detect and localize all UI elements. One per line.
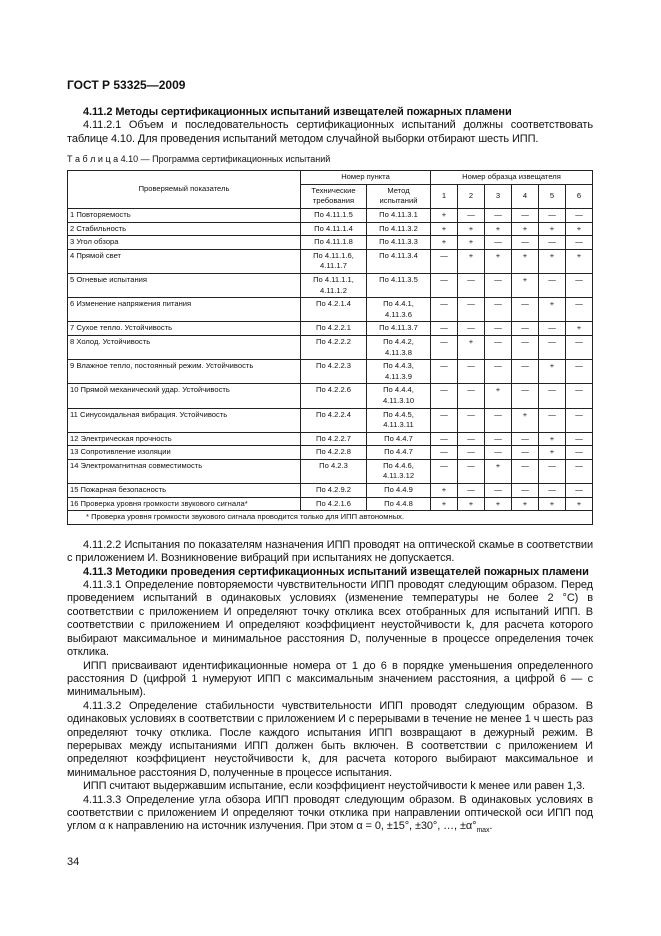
sample-mark-cell: — (512, 446, 539, 460)
tech-requirements-cell: По 4.2.9.2 (301, 484, 367, 498)
test-method-cell: По 4.11.3.4 (367, 249, 431, 273)
sample-mark-cell: — (458, 432, 485, 446)
test-method-cell: По 4.4.4, 4.11.3.10 (367, 384, 431, 408)
indicator-cell: 2 Стабильность (68, 222, 301, 236)
test-method-cell: По 4.11.3.2 (367, 222, 431, 236)
body-text (67, 539, 593, 838)
sample-mark-cell: — (458, 360, 485, 384)
sample-mark-cell: — (539, 322, 566, 336)
sample-mark-cell: + (485, 222, 512, 236)
indicator-cell: 13 Сопротивление изоляции (68, 446, 301, 460)
paragraph: ИПП считают выдержавшим испытание, если коэффициент неустойчивости k менее или равен 1,3. (83, 780, 585, 793)
sample-mark-cell: + (539, 222, 566, 236)
header-sample-number: 5 (539, 184, 566, 208)
header-indicator: Проверяемый показатель (68, 171, 301, 209)
sample-mark-cell: + (458, 222, 485, 236)
sample-mark-cell: — (431, 384, 458, 408)
tech-requirements-cell: По 4.2.1.4 (301, 298, 367, 322)
sample-mark-cell: — (458, 384, 485, 408)
sample-mark-cell: — (485, 209, 512, 223)
sample-mark-cell: — (512, 484, 539, 498)
paragraph: 4.11.3.2 Определение стабильности чувствительности ИПП проводят следующим образом. В одинаковых условиях в соответствии с приложением И с перерывами в течение не менее 1 ч шесть раз определяют точку отклика. После каждого испытания ИПП возвращают в дежурный режим. В перерывах между испытаниями ИПП должен быть включен. В соответствии с приложением И определяют коэффициент неустойчивости k, для расчета которого выбирают максимальное и минимальное расстояния D, полученные в процессе испытания. (67, 699, 593, 779)
subscript: max (476, 827, 490, 835)
table-row (68, 384, 593, 408)
tech-requirements-cell: По 4.2.2.6 (301, 384, 367, 408)
indicator-cell: 14 Электромагнитная совместимость (68, 459, 301, 483)
table-row (68, 446, 593, 460)
test-method-cell: По 4.4.7 (367, 446, 431, 460)
sample-mark-cell: + (566, 222, 593, 236)
sample-mark-cell: — (431, 322, 458, 336)
table-row (68, 484, 593, 498)
sample-mark-cell: — (539, 273, 566, 297)
paragraph-text: 4.11.3.3 Определение угла обзора ИПП проводят следующим образом. В одинаковых условиях в соответствии с приложением И определяют точки отклика при направлении оптической оси ИПП под углом α к направлению на источник излучения. При этом α = 0, ±15°, ±30°, …, ±α° (67, 793, 593, 833)
table-row (68, 408, 593, 432)
sample-mark-cell: + (566, 249, 593, 273)
sample-mark-cell: — (431, 249, 458, 273)
tech-requirements-cell: По 4.2.2.3 (301, 360, 367, 384)
paragraph: 4.11.3.1 Определение повторяемости чувствительности ИПП проводят следующим образом. Перед проведением испытаний в одинаковых условиях (изменение температуры не более 2 °С) в соответствии с приложением И определяют точку отклика всех отобранных для испытаний ИПП. В соответствии с приложением И определяют коэффициент неустойчивости k, для расчета которого выбирают максимальное и минимальное расстояния D, полученные в процессе определения точек отклика. (67, 579, 593, 659)
sample-mark-cell: — (458, 298, 485, 322)
paragraph (67, 794, 593, 838)
sample-mark-cell: + (539, 432, 566, 446)
paragraph-end: . (489, 820, 493, 833)
paragraph: 4.11.2.2 Испытания по показателям назначения ИПП проводят на оптической скамье в соответствии с приложением И. Возникновение вибраций при испытаниях не допускается. (67, 538, 593, 565)
sample-mark-cell: + (539, 298, 566, 322)
tech-requirements-cell: По 4.11.1.4 (301, 222, 367, 236)
sample-mark-cell: — (566, 446, 593, 460)
sample-mark-cell: — (485, 236, 512, 250)
sample-mark-cell: — (539, 209, 566, 223)
sample-mark-cell: — (458, 322, 485, 336)
sample-mark-cell: + (512, 222, 539, 236)
indicator-cell: 16 Проверка уровня громкости звукового сигнала* (68, 497, 301, 511)
indicator-cell: 3 Угол обзора (68, 236, 301, 250)
sample-mark-cell: + (431, 484, 458, 498)
table-row (68, 335, 593, 359)
page-number: 34 (67, 855, 80, 868)
sample-mark-cell: + (566, 497, 593, 511)
table-caption: Т а б л и ц а 4.10 — Программа сертификационных испытаний (67, 154, 331, 165)
sample-mark-cell: + (485, 459, 512, 483)
table-row (68, 322, 593, 336)
sample-mark-cell: — (431, 432, 458, 446)
tech-requirements-cell: По 4.11.1.1, 4.11.1.2 (301, 273, 367, 297)
test-method-cell: По 4.4.8 (367, 497, 431, 511)
header-sample-number: 1 (431, 184, 458, 208)
sample-mark-cell: — (566, 408, 593, 432)
sample-mark-cell: — (566, 273, 593, 297)
sample-mark-cell: — (485, 322, 512, 336)
sample-mark-cell: — (485, 446, 512, 460)
sample-mark-cell: — (485, 432, 512, 446)
header-sample-number: 4 (512, 184, 539, 208)
tech-requirements-cell: По 4.2.1.6 (301, 497, 367, 511)
test-method-cell: По 4.4.6, 4.11.3.12 (367, 459, 431, 483)
sample-mark-cell: + (512, 408, 539, 432)
sample-mark-cell: — (458, 459, 485, 483)
sample-mark-cell: + (485, 384, 512, 408)
sample-mark-cell: — (566, 484, 593, 498)
tech-requirements-cell: По 4.2.2.4 (301, 408, 367, 432)
tech-requirements-cell: По 4.11.1.8 (301, 236, 367, 250)
indicator-cell: 12 Электрическая прочность (68, 432, 301, 446)
sample-mark-cell: — (539, 384, 566, 408)
table-row (68, 298, 593, 322)
header-sample-number: 3 (485, 184, 512, 208)
sample-mark-cell: — (512, 298, 539, 322)
indicator-cell: 4 Прямой свет (68, 249, 301, 273)
sample-mark-cell: — (566, 432, 593, 446)
table-row (68, 360, 593, 384)
sample-mark-cell: — (485, 335, 512, 359)
sample-mark-cell: — (458, 209, 485, 223)
tech-requirements-cell: По 4.2.2.8 (301, 446, 367, 460)
sample-mark-cell: — (539, 335, 566, 359)
sample-mark-cell: — (512, 322, 539, 336)
paragraph: 4.11.2.1 Объем и последовательность сертификационных испытаний должны соответствовать таблице 4.10. Для проведения испытаний методом случайной выборки отбирают шесть ИПП. (67, 119, 593, 145)
sample-mark-cell: — (431, 360, 458, 384)
sample-mark-cell: — (458, 408, 485, 432)
sample-mark-cell: — (485, 408, 512, 432)
sample-mark-cell: — (485, 298, 512, 322)
sample-mark-cell: + (539, 497, 566, 511)
test-method-cell: По 4.11.3.7 (367, 322, 431, 336)
sample-mark-cell: + (539, 360, 566, 384)
sample-mark-cell: — (485, 360, 512, 384)
tech-requirements-cell: По 4.11.1.5 (301, 209, 367, 223)
sample-mark-cell: — (566, 384, 593, 408)
test-method-cell: По 4.4.1, 4.11.3.6 (367, 298, 431, 322)
footnote-row (68, 511, 593, 525)
indicator-cell: 5 Огневые испытания (68, 273, 301, 297)
header-clause: Номер пункта (301, 171, 431, 185)
table-row (68, 497, 593, 511)
indicator-cell: 15 Пожарная безопасность (68, 484, 301, 498)
test-method-cell: По 4.4.9 (367, 484, 431, 498)
tech-requirements-cell: По 4.11.1.6, 4.11.1.7 (301, 249, 367, 273)
sample-mark-cell: — (539, 236, 566, 250)
header-sample-number: 2 (458, 184, 485, 208)
indicator-cell: 1 Повторяемость (68, 209, 301, 223)
document-header: ГОСТ Р 53325—2009 (67, 78, 186, 92)
sample-mark-cell: — (431, 446, 458, 460)
sample-mark-cell: + (431, 209, 458, 223)
sample-mark-cell: + (458, 249, 485, 273)
sample-mark-cell: + (566, 322, 593, 336)
test-method-cell: По 4.11.3.1 (367, 209, 431, 223)
tech-requirements-cell: По 4.2.2.1 (301, 322, 367, 336)
indicator-cell: 11 Синусоидальная вибрация. Устойчивость (68, 408, 301, 432)
sample-mark-cell: — (431, 335, 458, 359)
header-method: Метод испытаний (367, 184, 431, 208)
sample-mark-cell: + (539, 249, 566, 273)
sample-mark-cell: — (566, 236, 593, 250)
sample-mark-cell: + (512, 249, 539, 273)
sample-mark-cell: + (485, 497, 512, 511)
table-row (68, 236, 593, 250)
sample-mark-cell: + (512, 497, 539, 511)
sample-mark-cell: — (512, 209, 539, 223)
sample-mark-cell: + (431, 236, 458, 250)
sample-mark-cell: + (539, 446, 566, 460)
sample-mark-cell: — (539, 484, 566, 498)
header-sample: Номер образца извещателя (431, 171, 593, 185)
indicator-cell: 10 Прямой механический удар. Устойчивость (68, 384, 301, 408)
sample-mark-cell: — (539, 459, 566, 483)
sample-mark-cell: — (566, 335, 593, 359)
tech-requirements-cell: По 4.2.3 (301, 459, 367, 483)
sample-mark-cell: — (566, 209, 593, 223)
sample-mark-cell: — (458, 446, 485, 460)
sample-mark-cell: — (512, 335, 539, 359)
paragraph: ИПП присваивают идентификационные номера от 1 до 6 в порядке уменьшения определенного расстояния D (цифрой 1 нумеруют ИПП с максимальным значением расстояния, а цифрой 6 — с минимальным). (67, 659, 593, 699)
header-tech: Технические требования (301, 184, 367, 208)
section-heading: 4.11.2 Методы сертификационных испытаний извещателей пожарных пламени (83, 106, 512, 118)
sample-mark-cell: — (512, 236, 539, 250)
indicator-cell: 9 Влажное тепло, постоянный режим. Устойчивость (68, 360, 301, 384)
table-row (68, 222, 593, 236)
table-row (68, 459, 593, 483)
sample-mark-cell: — (512, 459, 539, 483)
sample-mark-cell: — (431, 459, 458, 483)
sample-mark-cell: — (566, 459, 593, 483)
sample-mark-cell: + (485, 249, 512, 273)
sample-mark-cell: — (539, 408, 566, 432)
table-row (68, 209, 593, 223)
sample-mark-cell: — (485, 273, 512, 297)
sample-mark-cell: — (512, 432, 539, 446)
test-method-cell: По 4.4.7 (367, 432, 431, 446)
sample-mark-cell: — (485, 484, 512, 498)
sample-mark-cell: + (431, 497, 458, 511)
sample-mark-cell: + (458, 497, 485, 511)
test-method-cell: По 4.4.5, 4.11.3.11 (367, 408, 431, 432)
certification-tests-table (67, 170, 593, 525)
indicator-cell: 7 Сухое тепло. Устойчивость (68, 322, 301, 336)
sample-mark-cell: + (431, 222, 458, 236)
test-method-cell: По 4.4.2, 4.11.3.8 (367, 335, 431, 359)
table-row (68, 249, 593, 273)
sample-mark-cell: — (431, 408, 458, 432)
header-sample-number: 6 (566, 184, 593, 208)
table-footnote: * Проверка уровня громкости звукового сигнала проводится только для ИПП автономных. (68, 511, 593, 525)
sample-mark-cell: — (431, 273, 458, 297)
tech-requirements-cell: По 4.2.2.2 (301, 335, 367, 359)
section-4-11-2 (67, 106, 593, 146)
test-method-cell: По 4.4.3, 4.11.3.9 (367, 360, 431, 384)
test-method-cell: По 4.11.3.5 (367, 273, 431, 297)
section-heading: 4.11.3 Методики проведения сертификационных испытаний извещателей пожарных пламени (83, 565, 589, 578)
sample-mark-cell: + (458, 335, 485, 359)
sample-mark-cell: — (566, 360, 593, 384)
indicator-cell: 6 Изменение напряжения питания (68, 298, 301, 322)
table-row (68, 273, 593, 297)
table-row (68, 432, 593, 446)
indicator-cell: 8 Холод. Устойчивость (68, 335, 301, 359)
sample-mark-cell: — (458, 273, 485, 297)
test-method-cell: По 4.11.3.3 (367, 236, 431, 250)
sample-mark-cell: — (458, 484, 485, 498)
sample-mark-cell: + (458, 236, 485, 250)
sample-mark-cell: — (431, 298, 458, 322)
sample-mark-cell: — (512, 360, 539, 384)
sample-mark-cell: — (566, 298, 593, 322)
sample-mark-cell: — (512, 384, 539, 408)
tech-requirements-cell: По 4.2.2.7 (301, 432, 367, 446)
sample-mark-cell: + (512, 273, 539, 297)
